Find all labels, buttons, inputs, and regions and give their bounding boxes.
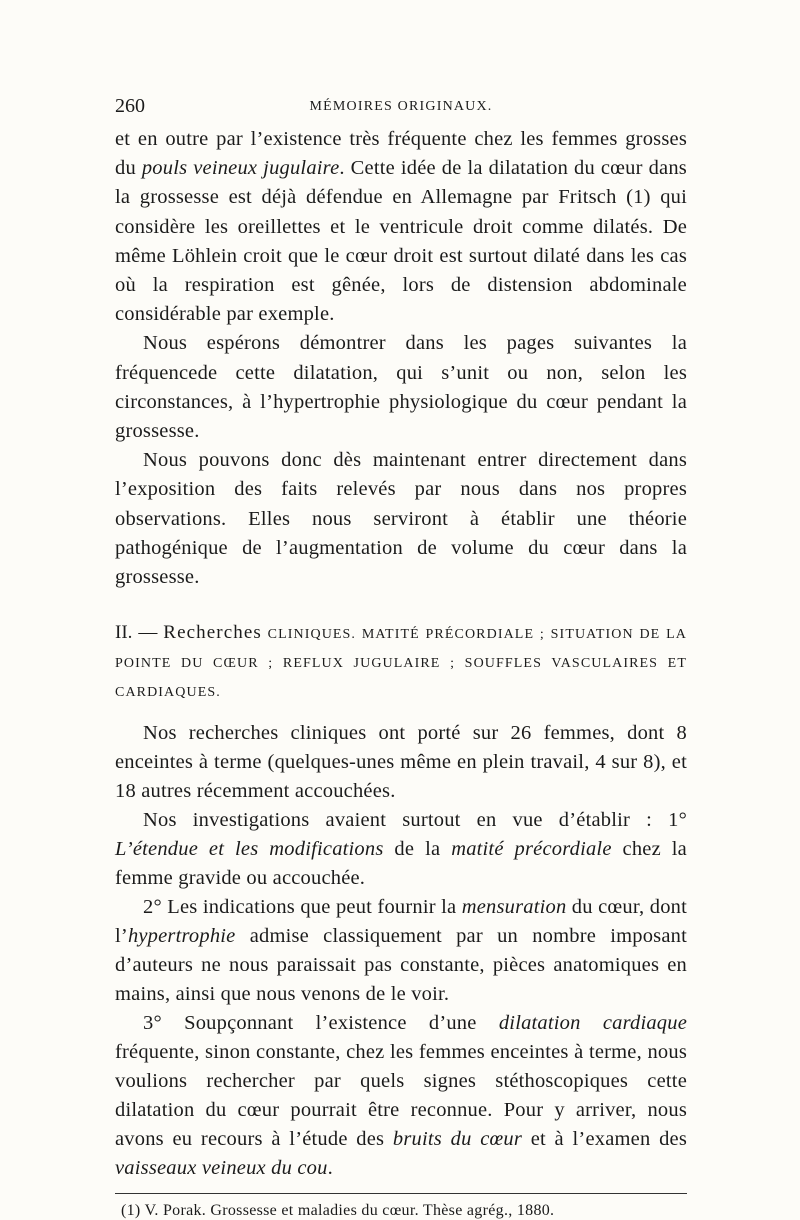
text-run: fréquente, sinon constante, chez les femmes enceintes à terme, nous voulions rechercher par quels signes stéthoscopiques cette dilatation du cœur pourrait être reconnue. Pour y arriver, nous avons eu recours à l’étude des	[115, 1041, 687, 1151]
text-run: de la	[383, 838, 452, 861]
italic-term: mensuration	[461, 896, 567, 919]
text-run: .	[327, 1157, 333, 1180]
paragraph-1	[115, 125, 687, 329]
paragraph-3: Nous pouvons donc dès maintenant entrer directement dans l’exposition des faits relevés par nous dans nos propres observations. Elles nous serviront à établir une théorie pathogénique de l’augmentation de volume du cœur dans la grossesse.	[115, 449, 687, 589]
text-run: 3° Soupçonnant l’existence d’une	[143, 1012, 499, 1035]
text-run: chez la femme gravide ou accouchée.	[115, 838, 687, 890]
text-run: du cœur, dont l’	[115, 896, 688, 948]
text-run: . Cette idée de la dilatation du cœur dans la grossesse est déjà défendue en Allemagne par Fritsch (1) qui considère les oreillettes et le ventricule droit comme dilatés. De même Löhlein croit que le cœur droit est surtout dilaté dans les cas où la respiration est gênée, lors de distension abdominale considérable par exemple.	[115, 157, 687, 326]
footnote-rule	[115, 1193, 687, 1194]
paragraph-5	[115, 806, 687, 893]
page-header	[115, 95, 687, 125]
section-first-word: Recherches	[163, 622, 262, 644]
footnote: (1) V. Porak. Grossesse et maladies du cœur. Thèse agrég., 1880.	[121, 1202, 555, 1220]
italic-term: pouls veineux jugulaire	[141, 157, 340, 180]
text-run: 2° Les indications que peut fournir la	[143, 896, 462, 919]
paragraph-7	[115, 1009, 687, 1183]
body-text-2	[115, 719, 687, 1183]
text-run: admise classiquement par un nombre imposant d’auteurs ne nous paraissait pas constante, pièces anatomiques en mains, ainsi que nous venons de le voir.	[115, 925, 687, 1006]
italic-term: L’étendue et les modifications	[115, 838, 384, 861]
italic-term: matité précordiale	[451, 838, 612, 861]
body-text	[115, 125, 687, 592]
paragraph-2: Nous espérons démontrer dans les pages suivantes la fréquencede cette dilatation, qui s’unit ou non, selon les circonstances, à l’hypertrophie physiologique du cœur pendant la grossesse.	[115, 332, 687, 443]
book-page	[115, 95, 688, 1220]
paragraph-4: Nos recherches cliniques ont porté sur 26 femmes, dont 8 enceintes à terme (quelques-unes même en plein travail, 4 sur 8), et 18 autres récemment accouchées.	[115, 722, 687, 803]
italic-term: dilatation cardiaque	[498, 1012, 688, 1035]
page-number: 260	[115, 95, 145, 117]
text-run: et en outre par l’existence très fréquente chez les femmes grosses du	[115, 128, 687, 180]
running-head: MÉMOIRES ORIGINAUX.	[309, 99, 493, 114]
italic-term: vaisseaux veineux du cou	[115, 1157, 328, 1180]
section-title-rest: CLINIQUES. MATITÉ PRÉCORDIALE ; SITUATION DE LA POINTE DU CŒUR ; REFLUX JUGULAIRE ; SOUFFLES VASCULAIRES ET CARDIAQUES.	[115, 627, 687, 701]
paragraph-6	[115, 893, 687, 1009]
italic-term: hypertrophie	[127, 925, 236, 948]
section-number: II. —	[115, 622, 164, 644]
section-heading	[115, 618, 687, 707]
italic-term: bruits du cœur	[392, 1128, 523, 1151]
text-run: Nos investigations avaient surtout en vue d’établir : 1°	[143, 809, 687, 832]
text-run: et à l’examen des	[522, 1128, 688, 1151]
